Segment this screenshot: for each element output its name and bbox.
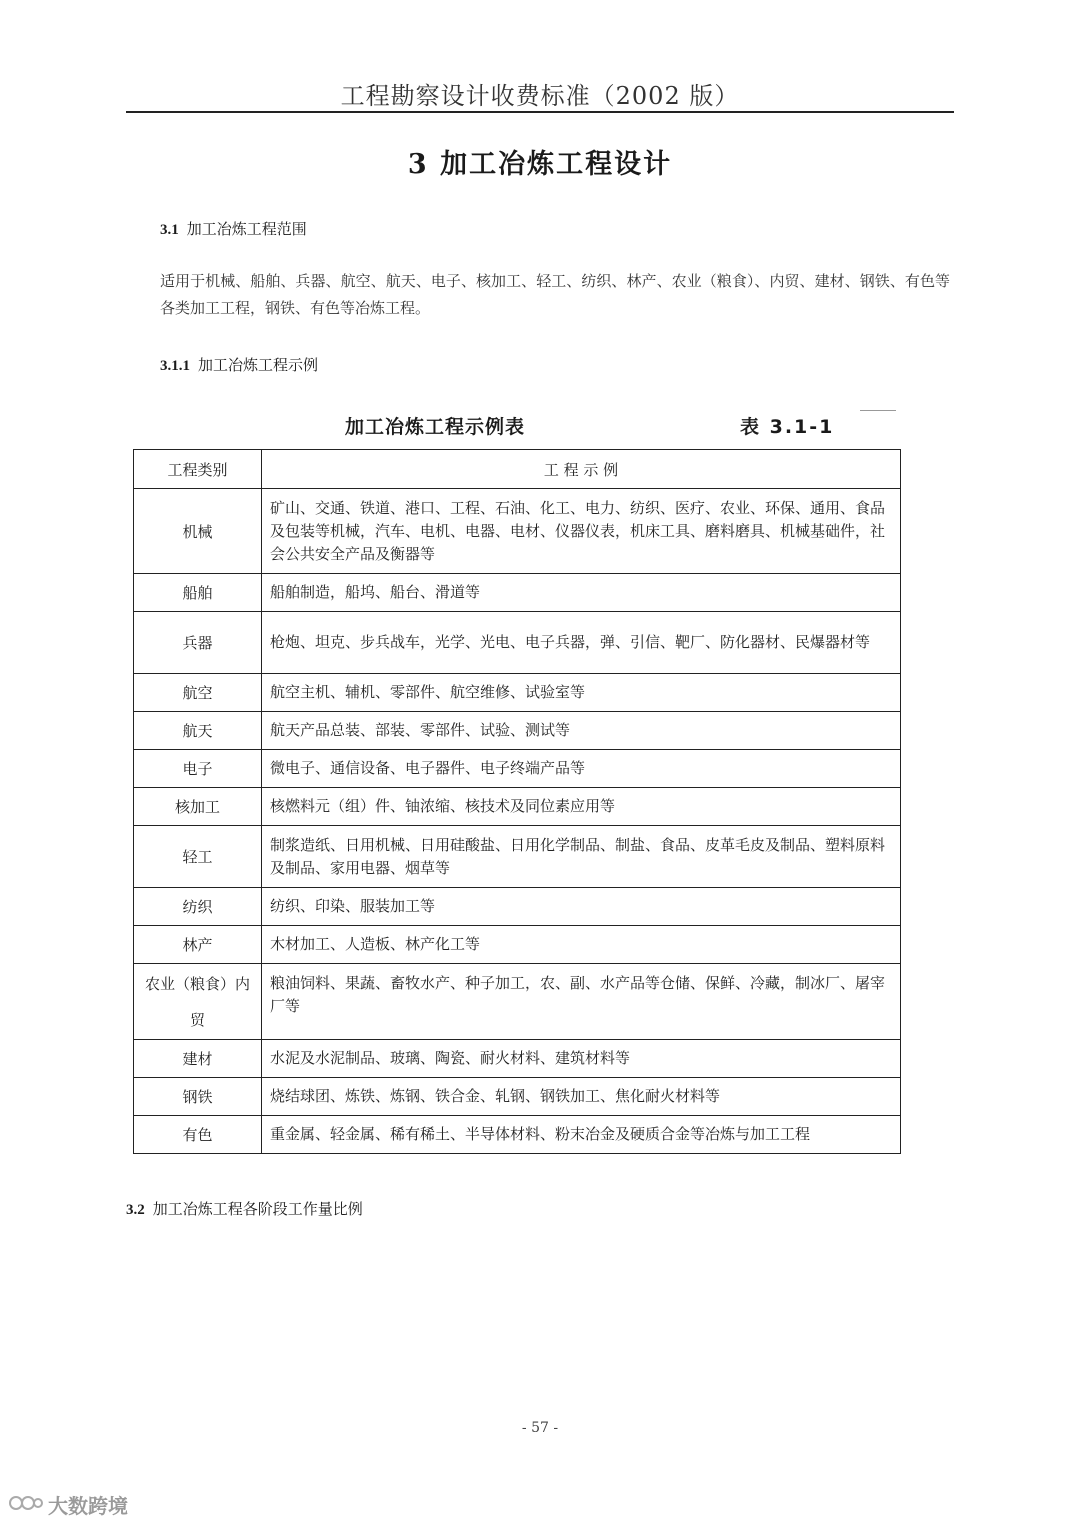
table-header-cell: 工程类别 xyxy=(134,450,262,489)
examples-cell: 粮油饲料、果蔬、畜牧水产、种子加工，农、副、水产品等仓储、保鲜、冷藏，制冰厂、屠宰厂等 xyxy=(262,964,901,1040)
table-row xyxy=(134,1116,901,1154)
category-cell: 轻工 xyxy=(134,826,262,888)
category-cell: 船舶 xyxy=(134,574,262,612)
section-title: 加工冶炼工程范围 xyxy=(186,220,307,238)
table-number: 表 3.1-1 xyxy=(740,416,835,438)
table-row xyxy=(134,1040,901,1078)
page-number: - 57 - xyxy=(521,1420,559,1436)
section-3-1-paragraph: 适用于机械、船舶、兵器、航空、航天、电子、核加工、轻工、纺织、林产、农业（粮食）、内贸、建材、钢铁、有色等各类加工工程，钢铁、有色等冶炼工程。 xyxy=(160,272,950,317)
chapter-title: 3 加工冶炼工程设计 xyxy=(407,149,673,180)
examples-cell: 航空主机、辅机、零部件、航空维修、试验室等 xyxy=(262,674,901,712)
table-title: 加工冶炼工程示例表 xyxy=(345,416,526,438)
scan-artifact-line xyxy=(860,410,896,411)
table-row xyxy=(134,574,901,612)
header-rule xyxy=(126,111,954,113)
examples-cell: 船舶制造，船坞、船台、滑道等 xyxy=(262,574,901,612)
section-3-1-1-heading xyxy=(160,354,318,375)
table-row xyxy=(134,489,901,574)
examples-cell: 木材加工、人造板、林产化工等 xyxy=(262,926,901,964)
table-row xyxy=(134,926,901,964)
section-number: 3.1 xyxy=(160,222,179,238)
examples-cell: 纺织、印染、服装加工等 xyxy=(262,888,901,926)
table-row xyxy=(134,964,901,1040)
section-title: 加工冶炼工程示例 xyxy=(198,356,319,374)
section-3-1-heading xyxy=(160,218,307,239)
section-number: 3.2 xyxy=(126,1202,145,1218)
examples-cell: 烧结球团、炼铁、炼钢、铁合金、轧钢、钢铁加工、焦化耐火材料等 xyxy=(262,1078,901,1116)
examples-cell: 重金属、轻金属、稀有稀土、半导体材料、粉末冶金及硬质合金等冶炼与加工工程 xyxy=(262,1116,901,1154)
category-cell: 林产 xyxy=(134,926,262,964)
table-row xyxy=(134,826,901,888)
category-cell: 核加工 xyxy=(134,788,262,826)
category-cell: 农业（粮食）内贸 xyxy=(134,964,262,1040)
category-cell: 机械 xyxy=(134,489,262,574)
examples-cell: 航天产品总装、部装、零部件、试验、测试等 xyxy=(262,712,901,750)
table-row xyxy=(134,788,901,826)
category-cell: 有色 xyxy=(134,1116,262,1154)
table-row xyxy=(134,888,901,926)
category-cell: 钢铁 xyxy=(134,1078,262,1116)
table-row xyxy=(134,612,901,674)
examples-cell: 枪炮、坦克、步兵战车，光学、光电、电子兵器，弹、引信、靶厂、防化器材、民爆器材等 xyxy=(262,612,901,674)
category-cell: 建材 xyxy=(134,1040,262,1078)
examples-cell: 水泥及水泥制品、玻璃、陶瓷、耐火材料、建筑材料等 xyxy=(262,1040,901,1078)
section-title: 加工冶炼工程各阶段工作量比例 xyxy=(152,1200,363,1218)
table-row xyxy=(134,1078,901,1116)
examples-cell: 核燃料元（组）件、铀浓缩、核技术及同位素应用等 xyxy=(262,788,901,826)
category-cell: 纺织 xyxy=(134,888,262,926)
examples-table xyxy=(133,449,901,1154)
table-header-cell: 工 程 示 例 xyxy=(262,450,901,489)
table-row xyxy=(134,750,901,788)
watermark xyxy=(8,1490,128,1519)
section-number: 3.1.1 xyxy=(160,358,190,374)
watermark-text: 大数跨境 xyxy=(48,1494,128,1518)
category-cell: 电子 xyxy=(134,750,262,788)
table-header-row xyxy=(134,450,901,489)
table-row xyxy=(134,674,901,712)
examples-cell: 微电子、通信设备、电子器件、电子终端产品等 xyxy=(262,750,901,788)
category-cell: 航空 xyxy=(134,674,262,712)
examples-cell: 制浆造纸、日用机械、日用硅酸盐、日用化学制品、制盐、食品、皮革毛皮及制品、塑料原料及制品、家用电器、烟草等 xyxy=(262,826,901,888)
section-3-2-heading xyxy=(126,1198,363,1219)
watermark-logo-icon xyxy=(8,1493,44,1518)
category-cell: 兵器 xyxy=(134,612,262,674)
running-header: 工程勘察设计收费标准（2002 版） xyxy=(340,82,740,110)
category-cell: 航天 xyxy=(134,712,262,750)
table-row xyxy=(134,712,901,750)
examples-cell: 矿山、交通、铁道、港口、工程、石油、化工、电力、纺织、医疗、农业、环保、通用、食品及包装等机械，汽车、电机、电器、电材、仪器仪表，机床工具、磨料磨具、机械基础件，社会公共安全产品及衡器等 xyxy=(262,489,901,574)
